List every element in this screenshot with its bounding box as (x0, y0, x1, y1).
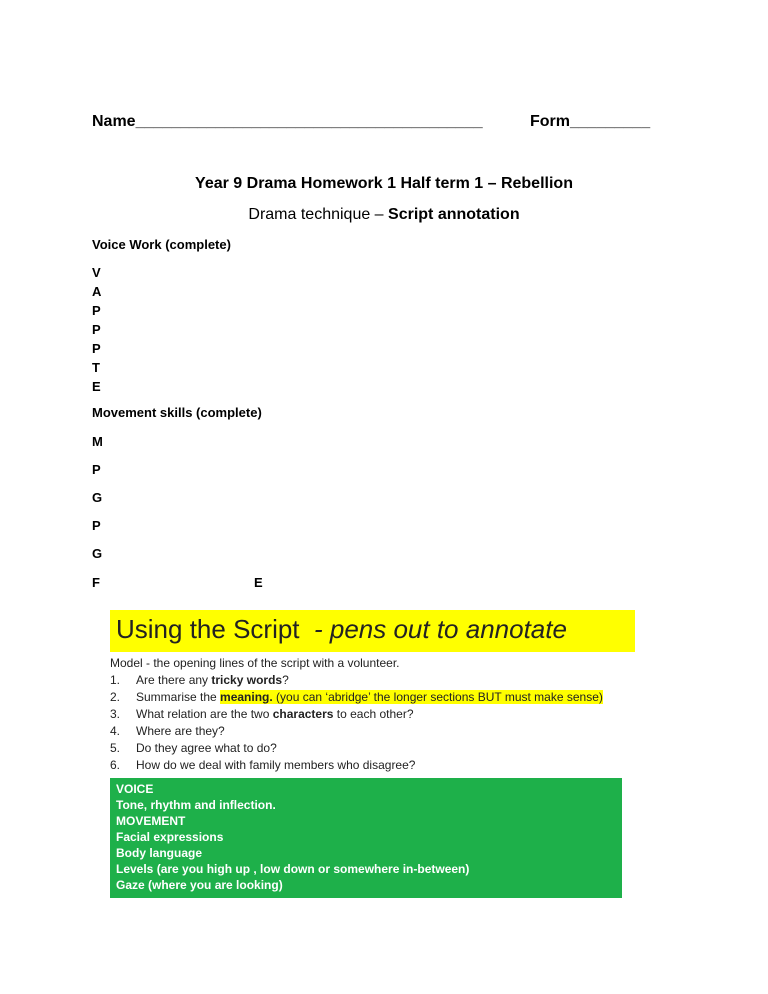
slide-list-item: 1. Are there any tricky words? (110, 673, 289, 687)
page-title: Year 9 Drama Homework 1 Half term 1 – Rebellion (195, 175, 573, 192)
voice-letter: A (92, 284, 102, 299)
green-box-line: Body language (116, 846, 203, 860)
movement-letter: G (92, 546, 103, 561)
slide-title-italic: - pens out to annotate (313, 614, 567, 644)
movement-letter: P (92, 462, 101, 477)
slide-title-main: Using the Script (116, 614, 300, 644)
movement-letter: G (92, 490, 103, 505)
page-subtitle (0, 206, 768, 224)
movement-letter: M (92, 434, 103, 449)
voice-letter: P (92, 303, 101, 318)
voice-letter: V (92, 265, 101, 280)
voice-letter: P (92, 341, 101, 356)
name-field-label: Name_______________________________________ (92, 113, 483, 130)
voice-letter: P (92, 322, 101, 337)
movement-letter: P (92, 518, 101, 533)
movement-letter: F (92, 575, 100, 590)
green-box-line: MOVEMENT (116, 814, 186, 828)
slide-list-item: 4. Where are they? (110, 724, 225, 738)
slide-model-line: Model - the opening lines of the script with a volunteer. (110, 656, 400, 670)
slide-title (116, 614, 567, 645)
form-field-label: Form_________ (530, 113, 651, 130)
green-box-line: Facial expressions (116, 830, 224, 844)
voice-heading: Voice Work (complete) (92, 237, 231, 252)
script-slide-image (110, 610, 635, 900)
subtitle-prefix: Drama technique – (248, 206, 389, 223)
movement-letter-extra: E (254, 575, 263, 590)
green-box-line: Levels (are you high up , low down or somewhere in-between) (116, 862, 470, 876)
green-box-line: Tone, rhythm and inflection. (116, 798, 276, 812)
skills-summary-box (110, 778, 622, 898)
subtitle-bold: Script annotation (388, 206, 520, 223)
voice-letter: E (92, 379, 101, 394)
green-box-line: Gaze (where you are looking) (116, 878, 283, 892)
slide-list-item: 2. Summarise the meaning. (you can ‘abridge’ the longer sections BUT must make sense) (110, 690, 603, 704)
voice-letter: T (92, 360, 100, 375)
slide-list-item: 5. Do they agree what to do? (110, 741, 277, 755)
slide-title-bar (110, 610, 635, 652)
movement-heading: Movement skills (complete) (92, 405, 262, 420)
green-box-line: VOICE (116, 782, 154, 796)
slide-list-item: 6. How do we deal with family members who disagree? (110, 758, 416, 772)
slide-list-item: 3. What relation are the two characters to each other? (110, 707, 414, 721)
